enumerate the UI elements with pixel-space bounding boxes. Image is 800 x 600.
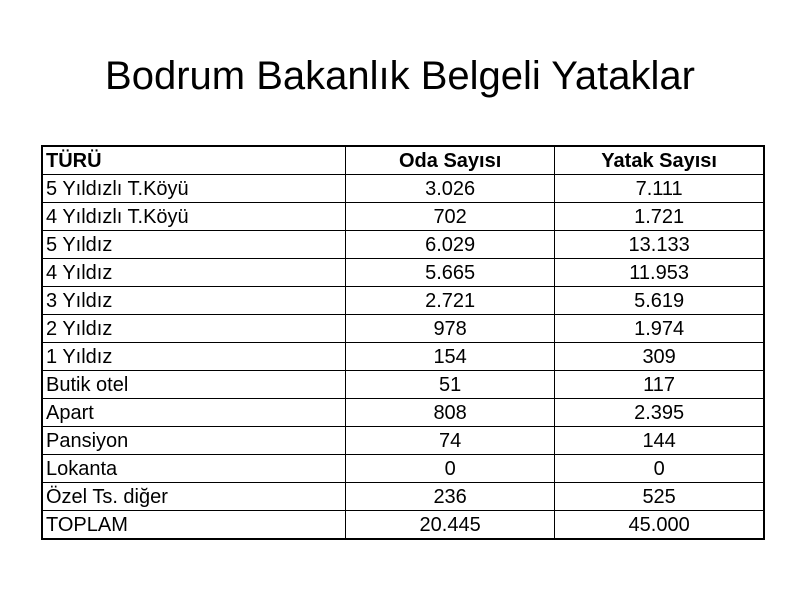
cell-bed-count: 0	[555, 455, 764, 483]
table-row	[42, 315, 764, 343]
cell-room-count: 6.029	[346, 231, 555, 259]
cell-bed-count: 45.000	[555, 511, 764, 540]
cell-type: 3 Yıldız	[42, 287, 346, 315]
header-type: TÜRÜ	[42, 146, 346, 175]
cell-room-count: 702	[346, 203, 555, 231]
cell-bed-count: 11.953	[555, 259, 764, 287]
cell-type: Özel Ts. diğer	[42, 483, 346, 511]
cell-room-count: 0	[346, 455, 555, 483]
cell-type: 5 Yıldızlı T.Köyü	[42, 175, 346, 203]
table-row	[42, 231, 764, 259]
table-row	[42, 203, 764, 231]
cell-room-count: 154	[346, 343, 555, 371]
table-header-row	[42, 146, 764, 175]
cell-bed-count: 1.974	[555, 315, 764, 343]
cell-room-count: 74	[346, 427, 555, 455]
cell-type: Pansiyon	[42, 427, 346, 455]
header-room-count: Oda Sayısı	[346, 146, 555, 175]
cell-bed-count: 7.111	[555, 175, 764, 203]
cell-bed-count: 1.721	[555, 203, 764, 231]
table-row	[42, 455, 764, 483]
cell-room-count: 51	[346, 371, 555, 399]
table-row	[42, 175, 764, 203]
header-bed-count: Yatak Sayısı	[555, 146, 764, 175]
cell-bed-count: 144	[555, 427, 764, 455]
cell-room-count: 236	[346, 483, 555, 511]
table-row	[42, 343, 764, 371]
table-row	[42, 259, 764, 287]
table-row	[42, 287, 764, 315]
cell-type: 1 Yıldız	[42, 343, 346, 371]
cell-type: TOPLAM	[42, 511, 346, 540]
cell-type: Butik otel	[42, 371, 346, 399]
cell-type: Apart	[42, 399, 346, 427]
cell-type: Lokanta	[42, 455, 346, 483]
cell-room-count: 5.665	[346, 259, 555, 287]
cell-room-count: 808	[346, 399, 555, 427]
cell-bed-count: 2.395	[555, 399, 764, 427]
cell-room-count: 3.026	[346, 175, 555, 203]
slide-title: Bodrum Bakanlık Belgeli Yataklar	[105, 54, 695, 98]
table-row	[42, 427, 764, 455]
cell-bed-count: 13.133	[555, 231, 764, 259]
table-row	[42, 371, 764, 399]
table-row	[42, 483, 764, 511]
cell-type: 5 Yıldız	[42, 231, 346, 259]
cell-room-count: 20.445	[346, 511, 555, 540]
cell-bed-count: 525	[555, 483, 764, 511]
cell-bed-count: 309	[555, 343, 764, 371]
cell-bed-count: 5.619	[555, 287, 764, 315]
cell-room-count: 2.721	[346, 287, 555, 315]
table-row	[42, 399, 764, 427]
table-total-row	[42, 511, 764, 540]
cell-type: 4 Yıldızlı T.Köyü	[42, 203, 346, 231]
cell-bed-count: 117	[555, 371, 764, 399]
cell-room-count: 978	[346, 315, 555, 343]
accommodation-table	[41, 145, 765, 540]
cell-type: 4 Yıldız	[42, 259, 346, 287]
cell-type: 2 Yıldız	[42, 315, 346, 343]
